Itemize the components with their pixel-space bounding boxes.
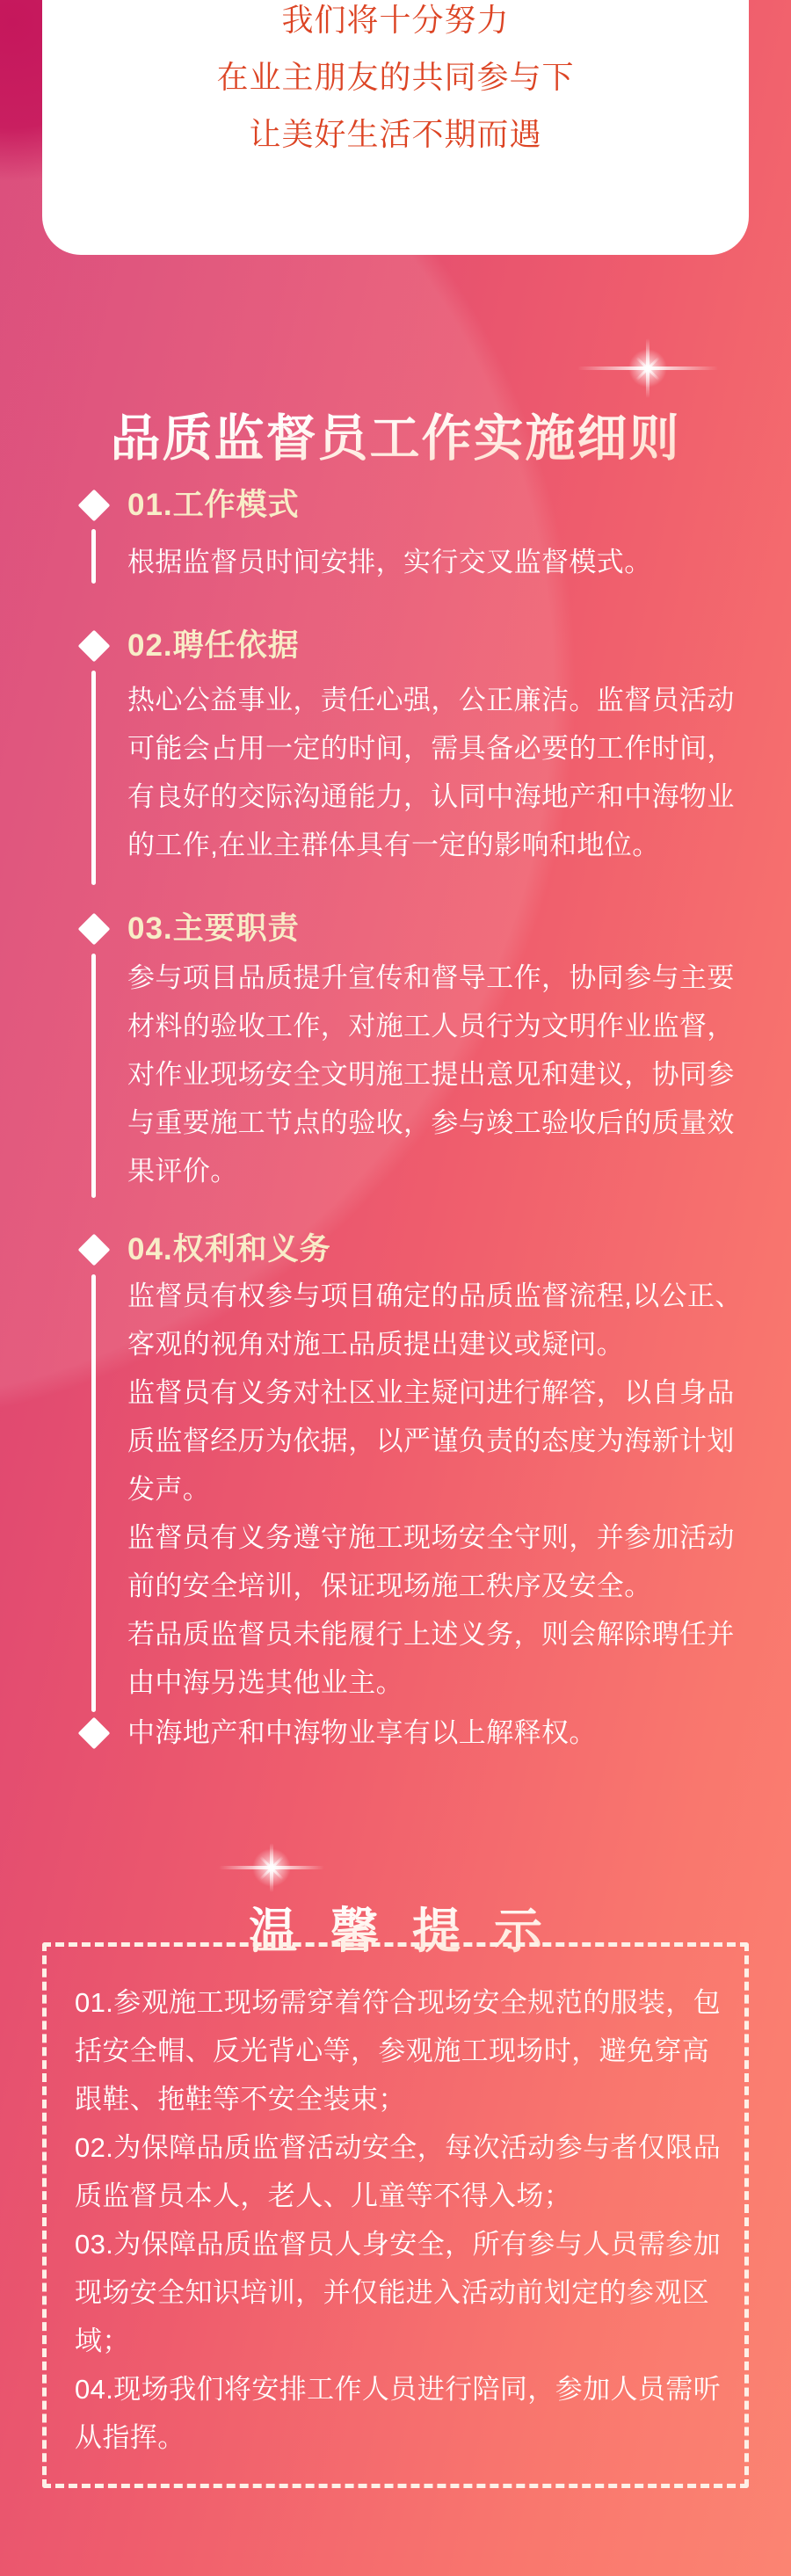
section-2-body: [127, 676, 753, 869]
diamond-bullet-icon: [78, 1717, 111, 1750]
intro-line-1: 我们将十分努力: [281, 2, 510, 38]
intro-card-lines: [42, 0, 749, 163]
diamond-bullet-icon: [78, 490, 111, 522]
body-paragraph: 根据监督员时间安排，实行交叉监督模式。: [127, 547, 652, 577]
tips-box: [42, 1942, 749, 2488]
tips-title: 温馨提示: [0, 1892, 791, 1962]
closing-note: 中海地产和中海物业享有以上解释权。: [127, 1717, 597, 1748]
diamond-bullet-icon: [78, 630, 111, 663]
body-paragraph: 若品质监督员未能履行上述义务，则会解除聘任并由中海另选其他业主。: [127, 1619, 735, 1698]
section-4-body: [127, 1272, 753, 1707]
tip-item: 01.参观施工现场需穿着符合现场安全规范的服装，包括安全帽、反光背心等，参观施工现场时，避免穿高跟鞋、拖鞋等不安全装束；: [75, 1987, 722, 2115]
body-paragraph: 监督员有义务遵守施工现场安全守则，并参加活动前的安全培训，保证现场施工秩序及安全。: [127, 1522, 735, 1601]
intro-line-2: 在业主朋友的共同参与下: [216, 59, 575, 95]
section-3-body: [127, 954, 753, 1195]
tip-item: 04.现场我们将安排工作人员进行陪同，参加人员需听从指挥。: [75, 2374, 722, 2453]
tip-item: 02.为保障品质监督活动安全，每次活动参与者仅限品质监督员本人，老人、儿童等不得入场；: [75, 2132, 722, 2211]
body-paragraph: 监督员有义务对社区业主疑问进行解答，以自身品质监督经历为依据，以严谨负责的态度为海新计划发声。: [127, 1377, 735, 1505]
section-1-body: [127, 538, 753, 586]
section-2-title: 02.聘任依据: [127, 628, 300, 663]
section-3-title: 03.主要职责: [127, 911, 300, 946]
section-connector-line: [91, 671, 96, 885]
diamond-bullet-icon: [78, 1234, 111, 1266]
section-connector-line: [91, 529, 96, 584]
body-paragraph: 参与项目品质提升宣传和督导工作，协同参与主要材料的验收工作，对施工人员行为文明作业监督，对作业现场安全文明施工提出意见和建议，协同参与重要施工节点的验收，参与竣工验收后的质量效果评价。: [127, 962, 735, 1186]
tip-item: 03.为保障品质监督员人身安全，所有参与人员需参加现场安全知识培训，并仅能进入活动前划定的参观区域；: [75, 2229, 722, 2356]
section-1-title: 01.工作模式: [127, 488, 300, 522]
diamond-bullet-icon: [78, 913, 111, 946]
body-paragraph: 监督员有权参与项目确定的品质监督流程,以公正、客观的视角对施工品质提出建议或疑问。: [127, 1281, 743, 1360]
section-4-title: 04.权利和义务: [127, 1232, 331, 1266]
intro-line-3: 让美好生活不期而遇: [249, 116, 542, 152]
sparkle-core-icon: [628, 349, 667, 388]
sparkle-core-icon: [252, 1848, 291, 1887]
intro-card: [42, 0, 749, 255]
section-connector-line: [91, 954, 96, 1198]
main-title: 品质监督员工作实施细则: [0, 398, 791, 470]
section-connector-line: [91, 1274, 96, 1712]
body-paragraph: 热心公益事业，责任心强，公正廉洁。监督员活动可能会占用一定的时间，需具备必要的工作时间，有良好的交际沟通能力，认同中海地产和中海物业的工作,在业主群体具有一定的影响和地位。: [127, 685, 735, 860]
